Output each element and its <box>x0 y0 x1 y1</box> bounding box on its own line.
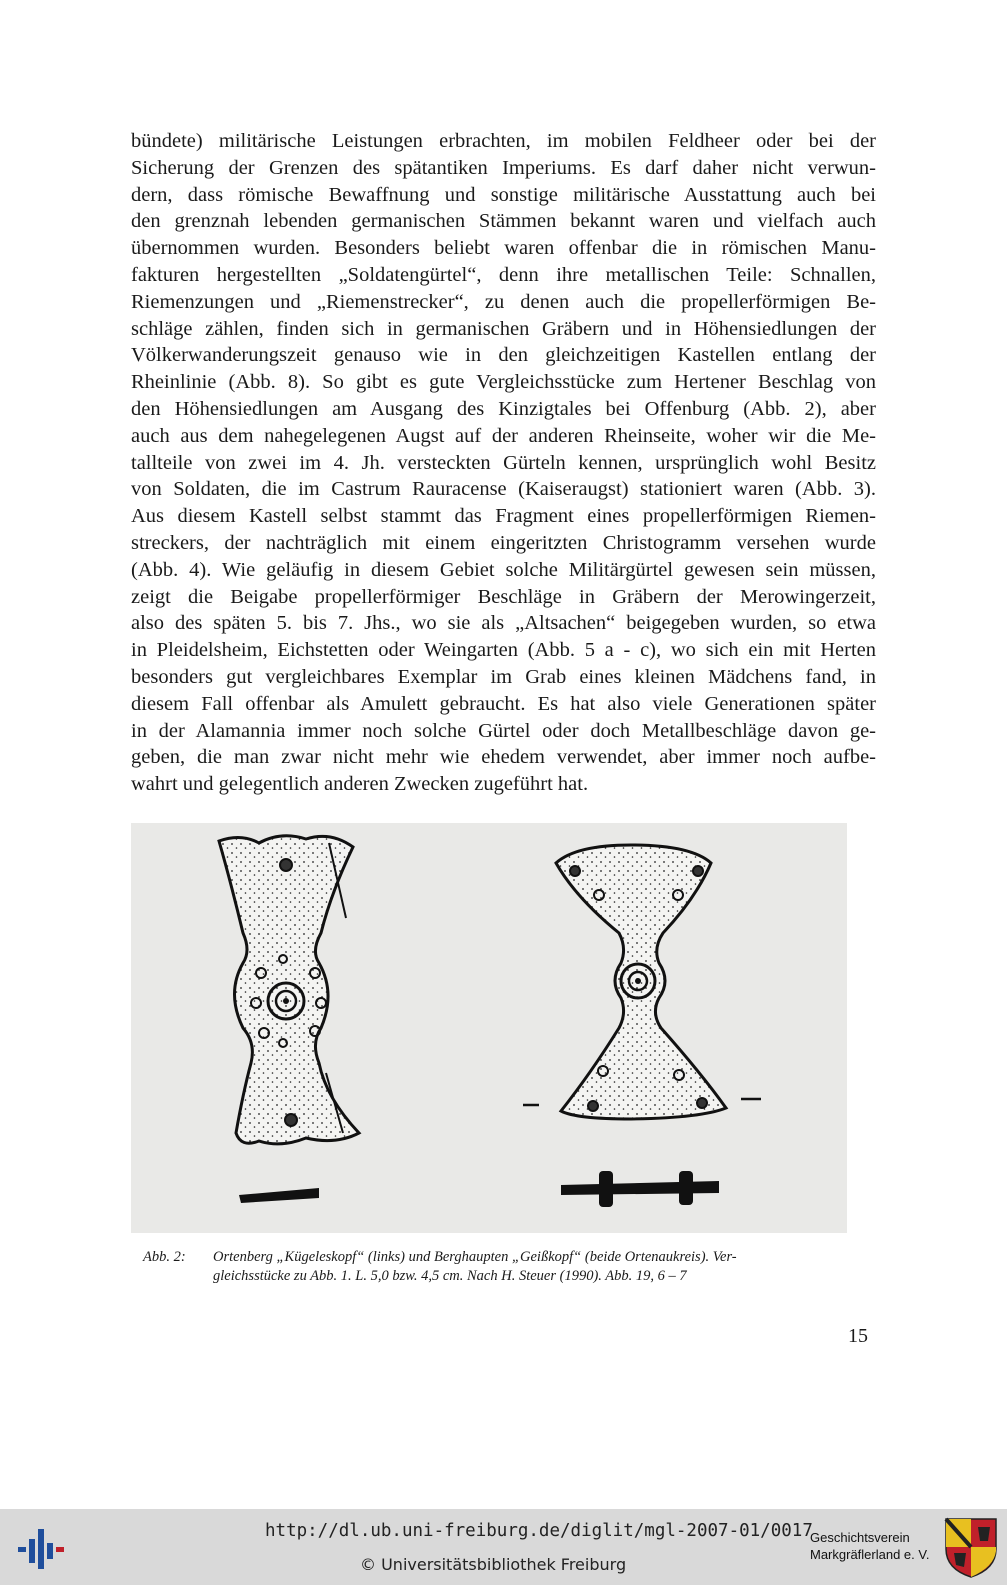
body-line: den grenznah lebenden germanischen Stämmen bekannt waren und vielfach auch <box>131 210 876 233</box>
body-line: Sicherung der Grenzen des spätantiken Imperiums. Es darf daher nicht verwun- <box>131 156 876 179</box>
body-line: in Pleidelsheim, Eichstetten oder Weingarten (Abb. 5 a - c), wo sich ein mit Herten <box>131 639 876 662</box>
caption-line-1: Ortenberg „Kügeleskopf“ (links) und Berghaupten „Geißkopf“ (beide Ortenaukreis). Ver- <box>213 1249 737 1265</box>
right-fitting-drawing <box>523 845 761 1207</box>
body-line: geben, die man zwar nicht mehr wie ehedem verwendet, aber immer noch aufbe- <box>131 746 876 769</box>
ub-freiburg-logo-icon <box>14 1521 64 1578</box>
body-line: diesem Fall offenbar als Amulett gebraucht. Es hat also viele Generationen später <box>131 692 876 715</box>
body-line: (Abb. 4). Wie geläufig in diesem Gebiet solche Militärgürtel gewesen sein müssen, <box>131 558 876 581</box>
caption-line-2: gleichsstücke zu Abb. 1. L. 5,0 bzw. 4,5 cm. Nach H. Steuer (1990). Abb. 19, 6 – 7 <box>213 1268 687 1284</box>
body-line: Rheinlinie (Abb. 8). So gibt es gute Vergleichsstücke zum Hertener Beschlag von <box>131 371 876 394</box>
body-line: bündete) militärische Leistungen erbrachten, im mobilen Feldheer oder bei der <box>131 130 876 152</box>
body-line: übernommen wurden. Besonders beliebt waren offenbar die in römischen Manu- <box>131 237 876 260</box>
society-line-2: Markgräflerland e. V. <box>810 1547 930 1562</box>
body-line: Völkerwanderungszeit genauso wie in den gleichzeitigen Kastellen entlang der <box>131 344 876 367</box>
society-name <box>810 1529 929 1563</box>
figure-propeller-fittings <box>131 823 847 1233</box>
footer-copyright: © Universitätsbibliothek Freiburg <box>360 1555 627 1574</box>
body-line: wahrt und gelegentlich anderen Zwecken zugeführt hat. <box>131 773 589 796</box>
body-text <box>131 128 876 798</box>
body-line: in der Alamannia immer noch solche Gürtel oder doch Metallbeschläge davon ge- <box>131 719 876 742</box>
body-line: Riemenzungen und „Riemenstrecker“, zu denen auch die propellerförmigen Be- <box>131 290 876 313</box>
body-line: tallteile von zwei im 4. Jh. versteckten Gürteln kennen, ursprünglich wohl Besitz <box>131 451 876 474</box>
society-line-1: Geschichtsverein <box>810 1530 910 1545</box>
caption-label: Abb. 2: <box>143 1249 186 1265</box>
figure-drawing <box>131 823 847 1233</box>
body-line: Aus diesem Kastell selbst stammt das Fragment eines propellerförmigen Riemen- <box>131 505 876 528</box>
body-line: den Höhensiedlungen am Ausgang des Kinzigtales bei Offenburg (Abb. 2), aber <box>131 397 876 420</box>
figure-caption <box>143 1248 863 1286</box>
body-line: auch aus dem nahegelegenen Augst auf der anderen Rheinseite, woher wir die Me- <box>131 424 876 447</box>
body-line: fakturen hergestellten „Soldatengürtel“, denn ihre metallischen Teile: Schnallen, <box>131 263 876 286</box>
footer-url[interactable]: http://dl.ub.uni-freiburg.de/diglit/mgl-2007-01/0017 <box>265 1521 813 1541</box>
body-line: also des späten 5. bis 7. Jhs., wo sie als „Altsachen“ beigegeben wurden, so etwa <box>131 612 876 635</box>
body-line: von Soldaten, die im Castrum Rauracense (Kaiseraugst) stationiert waren (Abb. 3). <box>131 478 876 501</box>
footer-bar <box>0 1509 1007 1585</box>
body-line: streckers, der nachträglich mit einem eingeritzten Christogramm versehen wurde <box>131 531 876 554</box>
left-fitting-drawing <box>219 836 359 1203</box>
body-line: schläge zählen, finden sich in germanischen Gräbern und in Höhensiedlungen der <box>131 317 876 340</box>
coat-of-arms-icon <box>944 1517 998 1584</box>
body-line: dern, dass römische Bewaffnung und sonstige militärische Ausstattung auch bei <box>131 183 876 206</box>
body-line: zeigt die Beigabe propellerförmiger Beschläge in Gräbern der Merowingerzeit, <box>131 585 876 608</box>
page-number: 15 <box>848 1325 868 1347</box>
body-line: besonders gut vergleichbares Exemplar im Grab eines kleinen Mädchens fand, in <box>131 665 876 688</box>
